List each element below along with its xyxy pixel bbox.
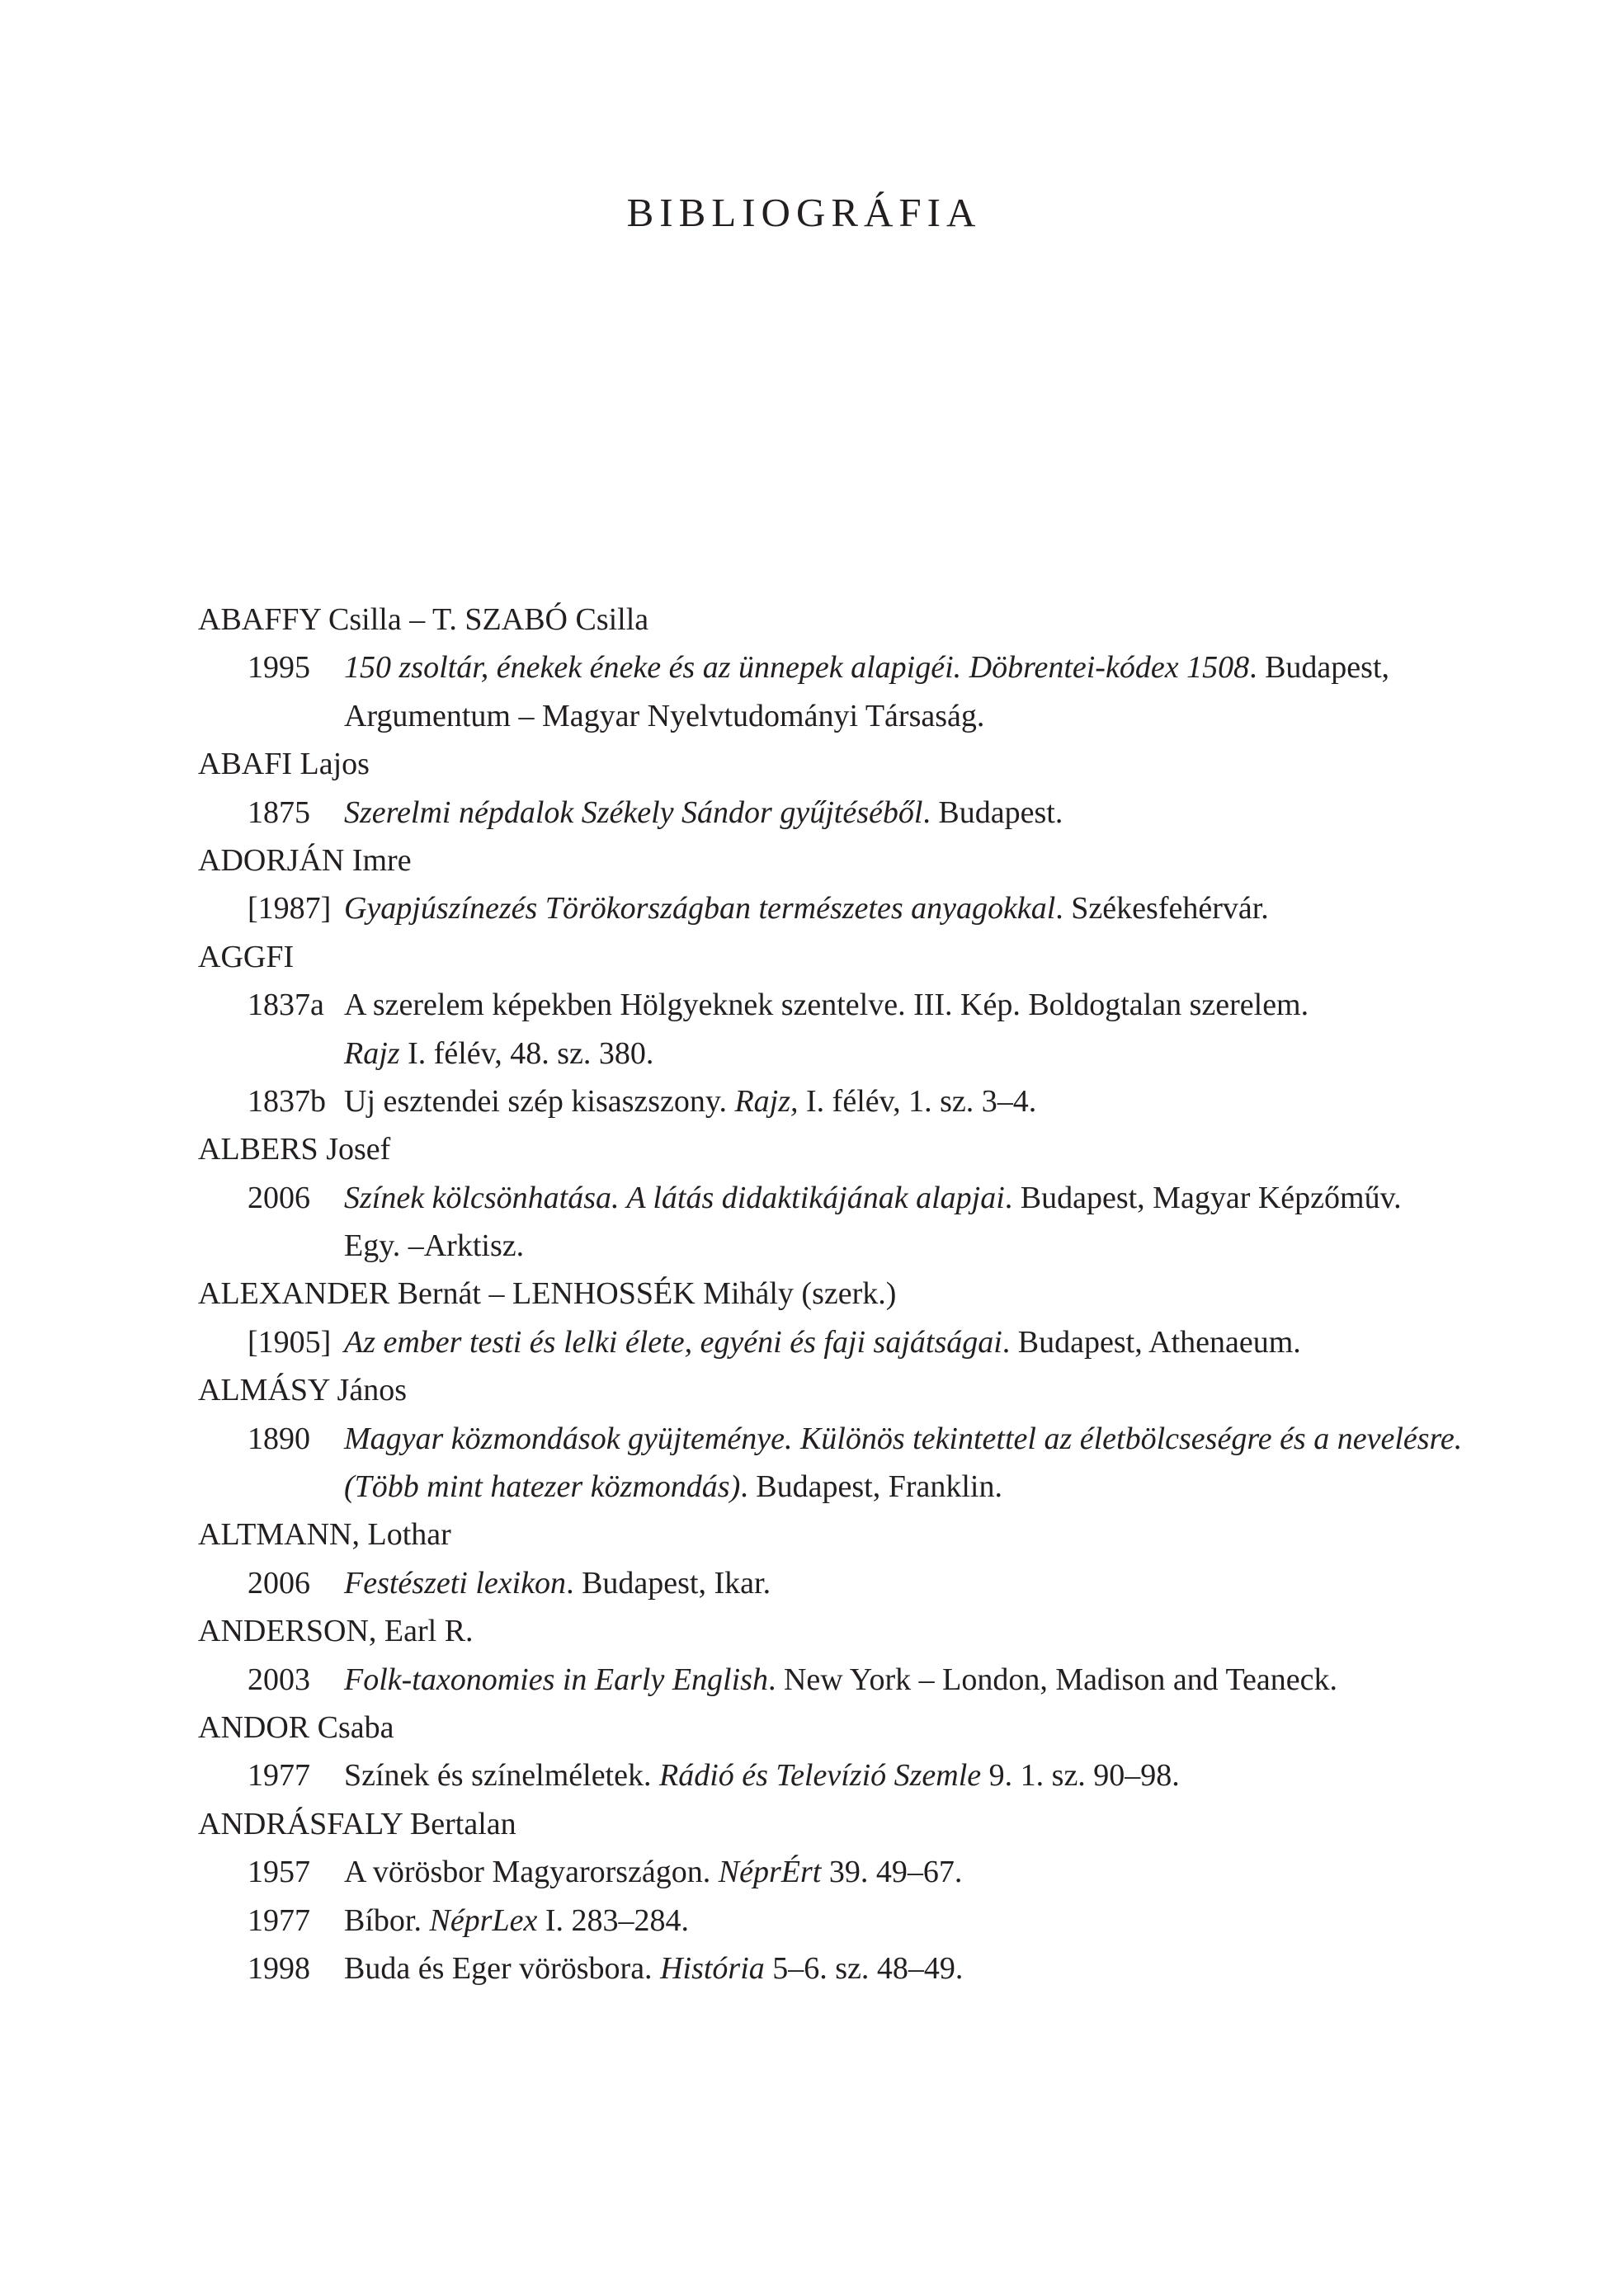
entry-year: 1995 (248, 650, 310, 686)
citation-text: . Budapest, Franklin. (740, 1469, 1002, 1505)
italic-title: História (660, 1950, 765, 1986)
entry-author: ALMÁSY János (198, 1373, 407, 1408)
entry-line (198, 1463, 1436, 1511)
bib-entry (198, 1800, 1436, 1993)
entry-author: AGGFI (198, 939, 295, 974)
citation-text: Argumentum – Magyar Nyelvtudományi Társaság. (344, 698, 985, 733)
bib-entry (198, 1125, 1436, 1270)
bib-entry (198, 1704, 1436, 1800)
entry-line (198, 644, 1436, 691)
entry-line (198, 1222, 1436, 1270)
entry-text (344, 1751, 1180, 1799)
italic-title: 150 zsoltár, énekek éneke és az ünnepek alapigéi. Döbrentei-kódex 1508 (344, 650, 1250, 686)
entry-author: ABAFFY Csilla – T. SZABÓ Csilla (198, 602, 649, 637)
italic-title: Folk-taxonomies in Early English (344, 1662, 768, 1697)
entry-line (198, 1559, 1436, 1607)
italic-title: Az ember testi és lelki élete, egyéni és faji sajátságai (344, 1324, 1002, 1360)
entry-author: ADORJÁN Imre (198, 842, 412, 878)
citation-text: Bíbor. (344, 1902, 430, 1938)
entry-text (344, 692, 984, 740)
citation-text: . Budapest, Magyar Képzőműv. (1004, 1180, 1402, 1215)
entry-text (344, 1463, 1002, 1511)
citation-text: Buda és Eger vörösbora. (344, 1950, 661, 1986)
entry-line (198, 1945, 1436, 1992)
entry-year: 2003 (248, 1662, 310, 1697)
italic-title: NéprÉrt (718, 1855, 822, 1890)
entry-text (344, 1318, 1301, 1366)
italic-title: Rajz (344, 1035, 400, 1071)
bib-entry (198, 1366, 1463, 1511)
italic-title: Magyar közmondások gyüjteménye. Különös tekintettel az életbölcseségre és a nevelésre. (344, 1421, 1463, 1456)
entry-author: ALBERS Josef (198, 1132, 391, 1167)
citation-text: . Budapest, (1249, 650, 1390, 686)
entry-line (198, 1077, 1436, 1125)
entry-text (344, 1174, 1402, 1222)
entry-line (198, 1751, 1436, 1799)
citation-text: Egy. –Arktisz. (344, 1228, 525, 1264)
entry-item (198, 1848, 1436, 1896)
entry-text (344, 1945, 963, 1992)
entry-line (198, 884, 1436, 932)
entry-text (344, 1077, 1036, 1125)
entry-year: 1977 (248, 1758, 310, 1794)
entry-text (344, 1559, 771, 1607)
entry-line (198, 1897, 1436, 1945)
entry-text (344, 789, 1063, 837)
entry-line (198, 1318, 1436, 1366)
bib-entry (198, 740, 1436, 837)
entry-text (344, 1030, 653, 1077)
entry-line (198, 1030, 1436, 1077)
citation-text: I. 283–284. (537, 1902, 689, 1938)
entry-author: ANDRÁSFALY Bertalan (198, 1806, 516, 1841)
italic-title: Festészeti lexikon (344, 1565, 567, 1601)
italic-title: Szerelmi népdalok Székely Sándor gyűjtéséből (344, 794, 923, 830)
entry-year: [1987] (248, 891, 332, 926)
entry-item (198, 1656, 1436, 1704)
bib-entry (198, 596, 1436, 740)
entry-line (198, 981, 1436, 1029)
citation-text: . Budapest, Ikar. (566, 1565, 771, 1601)
entry-item (198, 1897, 1436, 1945)
entry-line (198, 789, 1436, 837)
entry-year: 1998 (248, 1950, 310, 1986)
entry-item (198, 1751, 1436, 1799)
citation-text: A szerelem képekben Hölgyeknek szentelve. III. Kép. Boldogtalan szerelem. (344, 988, 1309, 1023)
entry-item (198, 1174, 1436, 1271)
entry-line (198, 1174, 1436, 1222)
entry-year: 1837b (248, 1083, 326, 1119)
entry-year: 1957 (248, 1855, 310, 1890)
citation-text: . Budapest, Athenaeum. (1002, 1324, 1301, 1360)
entry-author: ANDERSON, Earl R. (198, 1614, 474, 1649)
entry-author: ABAFI Lajos (198, 747, 370, 782)
entry-year: 1977 (248, 1902, 310, 1938)
entry-line (198, 1656, 1436, 1704)
italic-title: Rádió és Televízió Szemle (659, 1758, 982, 1794)
entry-line (198, 1848, 1436, 1896)
citation-text: 39. 49–67. (821, 1855, 963, 1890)
bib-entry (198, 1511, 1436, 1607)
bib-entry (198, 1270, 1436, 1366)
citation-text: I. félév, 48. sz. 380. (399, 1035, 654, 1071)
citation-text: . New York – London, Madison and Teaneck. (767, 1662, 1338, 1697)
entry-line (198, 692, 1436, 740)
italic-title: Színek kölcsönhatása. A látás didaktikájának alapjai (344, 1180, 1005, 1215)
entry-text (344, 1415, 1462, 1463)
entry-text (344, 1656, 1337, 1704)
entry-text (344, 981, 1309, 1029)
citation-text: . Székesfehérvár. (1055, 891, 1269, 926)
bib-entry (198, 933, 1436, 1126)
entry-author: ALTMANN, Lothar (198, 1517, 451, 1553)
bib-entry (198, 837, 1436, 933)
citation-text: I. félév, 1. sz. 3–4. (798, 1083, 1037, 1119)
bib-entry (198, 1607, 1436, 1704)
entry-text (344, 884, 1269, 932)
citation-text: . Budapest. (922, 794, 1063, 830)
entry-line (198, 1415, 1463, 1463)
entry-author: ANDOR Csaba (198, 1709, 394, 1745)
entry-item (198, 884, 1436, 932)
bibliography-list (198, 596, 1463, 1992)
italic-title: Rajz, (734, 1083, 799, 1119)
entry-year: [1905] (248, 1324, 332, 1360)
citation-text: 9. 1. sz. 90–98. (981, 1758, 1180, 1794)
citation-text: A vörösbor Magyarországon. (344, 1855, 719, 1890)
entry-year: 1890 (248, 1421, 310, 1456)
entry-year: 2006 (248, 1565, 310, 1601)
citation-text: Uj esztendei szép kisaszszony. (344, 1083, 735, 1119)
citation-text: Színek és színelméletek. (344, 1758, 659, 1794)
entry-item (198, 981, 1436, 1077)
italic-title: NéprLex (429, 1902, 538, 1938)
italic-title: Gyapjúszínezés Törökországban természetes anyagokkal (344, 891, 1056, 926)
entry-text (344, 644, 1389, 691)
entry-year: 1875 (248, 794, 310, 830)
entry-item (198, 1077, 1436, 1125)
entry-item (198, 1318, 1436, 1366)
page-title: BIBLIOGRÁFIA (626, 190, 982, 235)
citation-text: 5–6. sz. 48–49. (764, 1950, 964, 1986)
entry-text (344, 1848, 962, 1896)
entry-item (198, 789, 1436, 837)
entry-item (198, 1945, 1436, 1992)
entry-item (198, 1559, 1436, 1607)
entry-author: ALEXANDER Bernát – LENHOSSÉK Mihály (szerk.) (198, 1276, 897, 1312)
italic-title: (Több mint hatezer közmondás) (344, 1469, 741, 1505)
entry-item (198, 1415, 1463, 1511)
entry-year: 2006 (248, 1180, 310, 1215)
entry-text (344, 1222, 524, 1270)
entry-year: 1837a (248, 988, 324, 1023)
entry-item (198, 644, 1436, 740)
entry-text (344, 1897, 689, 1945)
